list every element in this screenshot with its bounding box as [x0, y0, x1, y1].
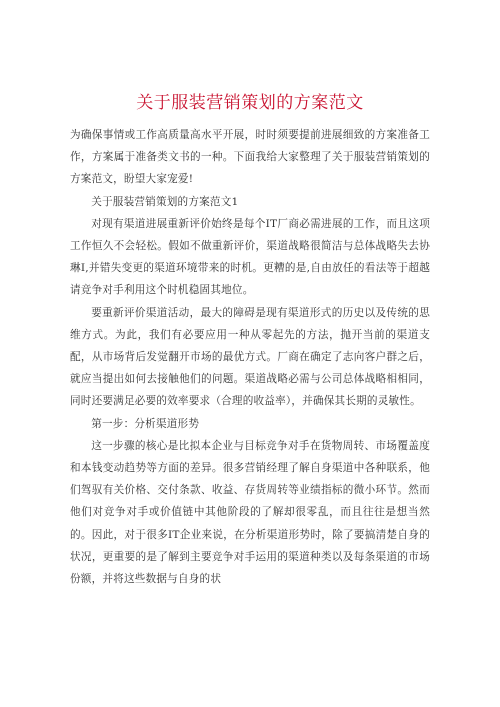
document-title: 关于服装营销策划的方案范文 [136, 93, 364, 113]
paragraph: 这一步骤的核心是比拟本企业与目标竞争对手在货物周转、市场覆盖度和本钱变动趋势等方面的差异。很多营销经理了解自身渠道中各种联系，他们驾驭有关价格、交付条款、收益、存货周转等业绩指标的微小环节。然而他们对竞争对手或价值链中其他阶段的了解却很零乱，而且往往是想当然的。因此，对于很多IT企业来说，在分析渠道形势时，除了要搞清楚自身的状况，更重要的是了解到主要竞争对手运用的渠道种类以及每条渠道的市场份额，并将这些数据与自身的状 [70, 439, 430, 586]
step-heading: 第一步：分析渠道形势 [91, 417, 200, 430]
paragraph: 对现有渠道进展重新评价始终是每个IT厂商必需进展的工作，而且这项工作恒久不会轻松。假如不做重新评价，渠道战略很简洁与总体战略失去协琳I,并错失变更的渠道环境带来的时机。更糟的是,自由放任的看法等于超越请竞争对手利用这个时机稳固其地位。 [70, 217, 430, 297]
section-heading: 关于服装营销策划的方案范文1 [91, 195, 239, 208]
paragraph: 要重新评价渠道活动，最大的障碍是现有渠道形式的历史以及传统的思维方式。为此，我们有必要应用一种从零起先的方法，抛开当前的渠道支配，从市场背后发觉翻开市场的最优方式。厂商在确定了志向客户群之后，就应当提出如何去接触他们的问题。渠道战略必需与公司总体战略相相同，同时还要满足必要的效率要求（合理的收益率），并确保其长期的灵敏性。 [70, 306, 430, 408]
paragraph-intro: 为确保事情或工作高质量高水平开展，时时须要提前进展细致的方案准备工作，方案属于准备类文书的一种。下面我给大家整理了关于服装营销策划的方案范文，盼望大家宠爱! [70, 129, 430, 186]
document-body [70, 124, 430, 590]
